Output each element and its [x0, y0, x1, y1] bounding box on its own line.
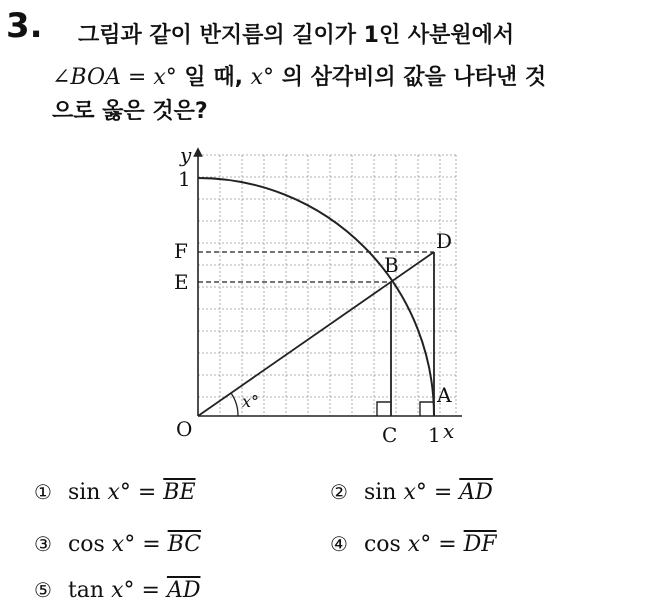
question-line-2-rest: 의 삼각비의 값을 나타낸 것	[274, 65, 547, 90]
choice-5[interactable]	[34, 578, 200, 603]
choice-3[interactable]	[34, 532, 201, 557]
label-E: E	[174, 270, 189, 294]
choice-number: ②	[330, 480, 348, 504]
choice-eq: =	[433, 480, 453, 505]
choice-4[interactable]	[330, 532, 497, 557]
choice-var: x	[111, 532, 125, 557]
label-D: D	[436, 229, 453, 253]
label-O: O	[176, 417, 193, 441]
choice-func: sin	[67, 480, 101, 505]
choice-eq: =	[141, 578, 160, 603]
y-axis-label: y	[180, 143, 192, 167]
choice-segment: $\overline{AD}$	[459, 480, 493, 505]
angle-arc	[231, 393, 238, 416]
question-line-3: 으로 옳은 것은?	[52, 99, 208, 124]
choice-var: x	[107, 480, 120, 505]
choice-var: x	[403, 480, 416, 505]
label-F: F	[174, 239, 188, 263]
right-angle-mark-C	[377, 402, 391, 416]
quarter-arc	[198, 178, 434, 416]
grid	[198, 155, 456, 416]
choice-number: ③	[34, 532, 52, 556]
choice-deg: °	[123, 578, 135, 603]
question-number: 3.	[6, 6, 43, 46]
label-A: A	[437, 383, 452, 407]
angle-label: x°	[242, 392, 260, 411]
choice-number: ⑤	[34, 578, 52, 602]
label-B: B	[384, 253, 399, 277]
choice-deg: °	[420, 532, 432, 557]
choice-eq: =	[142, 532, 161, 557]
x-axis-label: x	[443, 419, 455, 443]
question-line-1: 그림과 같이 반지름의 길이가 1인 사분원에서	[78, 23, 515, 48]
choice-func: tan	[67, 578, 105, 603]
label-C: C	[382, 423, 398, 447]
choice-eq: =	[137, 480, 157, 505]
choice-var: x	[407, 532, 421, 557]
choice-deg: °	[124, 532, 136, 557]
choice-var: x	[111, 578, 124, 603]
choice-deg: °	[119, 480, 131, 505]
angle-variable: x°	[250, 65, 275, 90]
x-one-label: 1	[428, 423, 441, 447]
question-line-2	[52, 60, 546, 91]
choice-func: cos	[67, 532, 105, 557]
angle-expression: ∠BOA = x°	[52, 65, 177, 90]
choice-segment: $\overline{BE}$	[163, 480, 196, 505]
choice-number: ①	[34, 480, 52, 504]
choice-eq: =	[438, 532, 457, 557]
choice-func: sin	[363, 480, 397, 505]
choice-number: ④	[330, 532, 348, 556]
quarter-circle-figure	[150, 140, 470, 450]
question-line-2-text: 일 때,	[176, 65, 251, 90]
choice-func: cos	[363, 532, 401, 557]
y-one-label: 1	[178, 167, 191, 191]
choice-deg: °	[415, 480, 427, 505]
right-angle-mark-A	[420, 402, 434, 416]
choice-segment: $\overline{DF}$	[463, 532, 497, 557]
choice-2[interactable]	[330, 480, 493, 505]
choice-1[interactable]	[34, 480, 196, 505]
choice-segment: $\overline{AD}$	[166, 578, 201, 603]
choice-segment: $\overline{BC}$	[167, 532, 202, 557]
